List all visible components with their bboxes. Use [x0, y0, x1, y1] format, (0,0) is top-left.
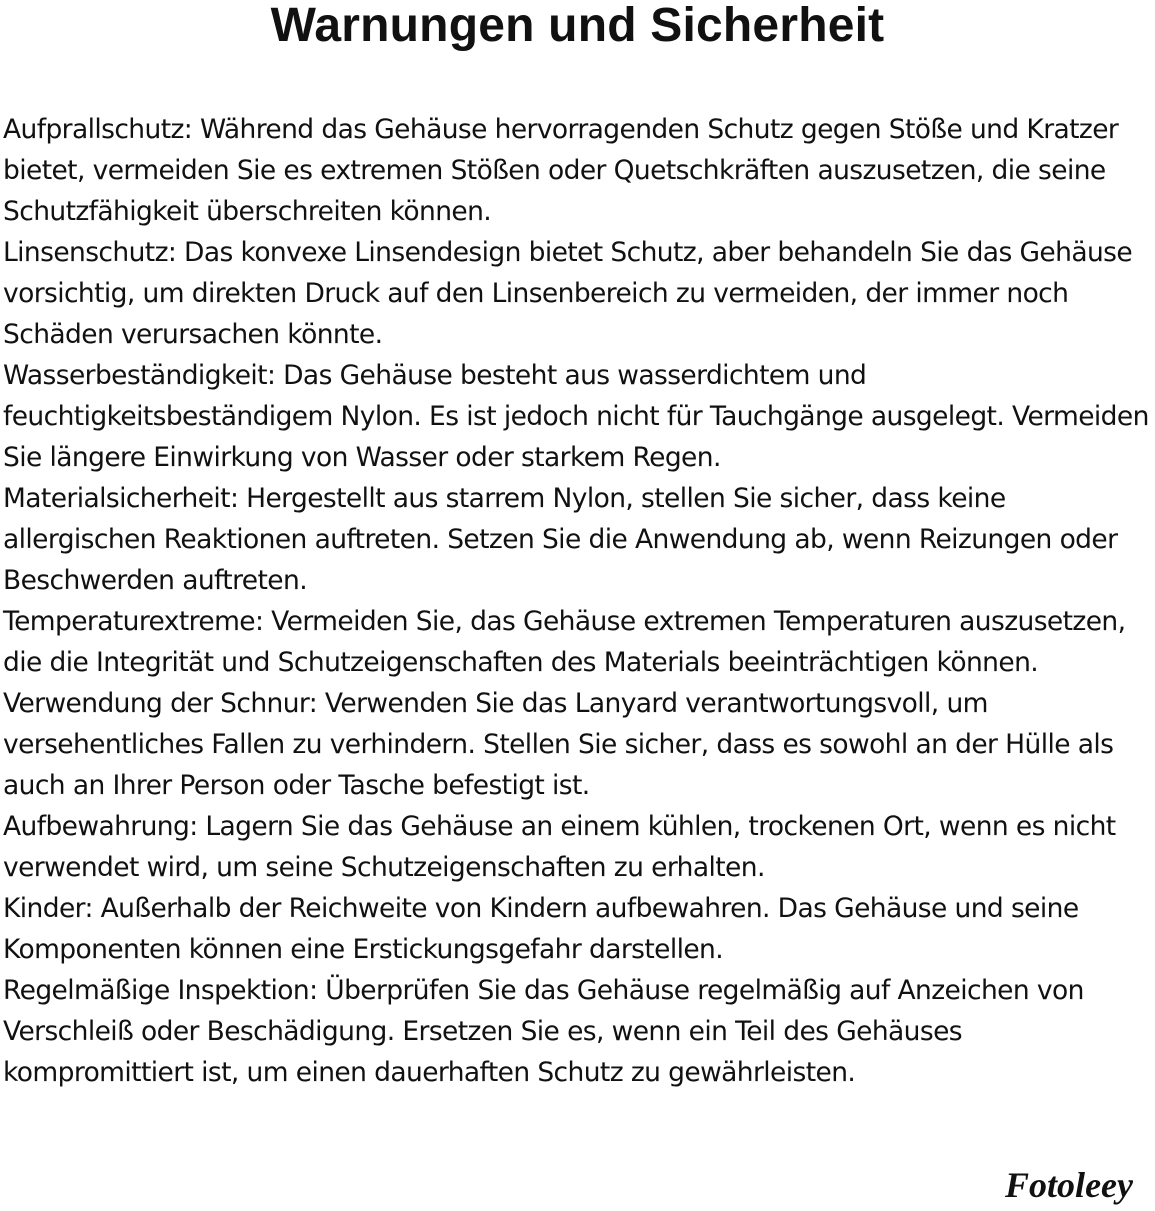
warning-impact-protection: Aufprallschutz: Während das Gehäuse hervorragenden Schutz gegen Stöße und Kratzer bietet, vermeiden Sie es extremen Stößen oder Quetschkräften auszusetzen, die seine Schutzfähigkeit überschreiten können.	[3, 114, 1119, 227]
warning-regular-inspection: Regelmäßige Inspektion: Überprüfen Sie das Gehäuse regelmäßig auf Anzeichen von Verschleiß oder Beschädigung. Ersetzen Sie es, wenn ein Teil des Gehäuses kompromittiert ist, um einen dauerhaften Schutz zu gewährleisten.	[3, 975, 1084, 1088]
warning-children: Kinder: Außerhalb der Reichweite von Kindern aufbewahren. Das Gehäuse und seine Komponenten können eine Erstickungsgefahr darstellen.	[3, 893, 1079, 965]
warning-lens-protection: Linsenschutz: Das konvexe Linsendesign bietet Schutz, aber behandeln Sie das Gehäuse vorsichtig, um direkten Druck auf den Linsenbereich zu vermeiden, der immer noch Schäden verursachen könnte.	[3, 237, 1133, 350]
page-title: Warnungen und Sicherheit	[270, 0, 885, 52]
warning-storage: Aufbewahrung: Lagern Sie das Gehäuse an einem kühlen, trockenen Ort, wenn es nicht verwendet wird, um seine Schutzeigenschaften zu erhalten.	[3, 811, 1116, 883]
warning-material-safety: Materialsicherheit: Hergestellt aus starrem Nylon, stellen Sie sicher, dass keine allergischen Reaktionen auftreten. Setzen Sie die Anwendung ab, wenn Reizungen oder Beschwerden auftreten.	[3, 483, 1118, 596]
warnings-list	[3, 109, 1153, 1093]
warning-temperature-extremes: Temperaturextreme: Vermeiden Sie, das Gehäuse extremen Temperaturen auszusetzen, die die Integrität und Schutzeigenschaften des Materials beeinträchtigen können.	[3, 606, 1126, 678]
warning-water-resistance: Wasserbeständigkeit: Das Gehäuse besteht aus wasserdichtem und feuchtigkeitsbeständigem Nylon. Es ist jedoch nicht für Tauchgänge ausgelegt. Vermeiden Sie längere Einwirkung von Wasser oder starkem Regen.	[3, 360, 1149, 473]
brand-logo: Fotoleey	[1005, 1165, 1133, 1205]
warning-lanyard-use: Verwendung der Schnur: Verwenden Sie das Lanyard verantwortungsvoll, um versehentliches Fallen zu verhindern. Stellen Sie sicher, dass es sowohl an der Hülle als auch an Ihrer Person oder Tasche befestigt ist.	[3, 688, 1114, 801]
